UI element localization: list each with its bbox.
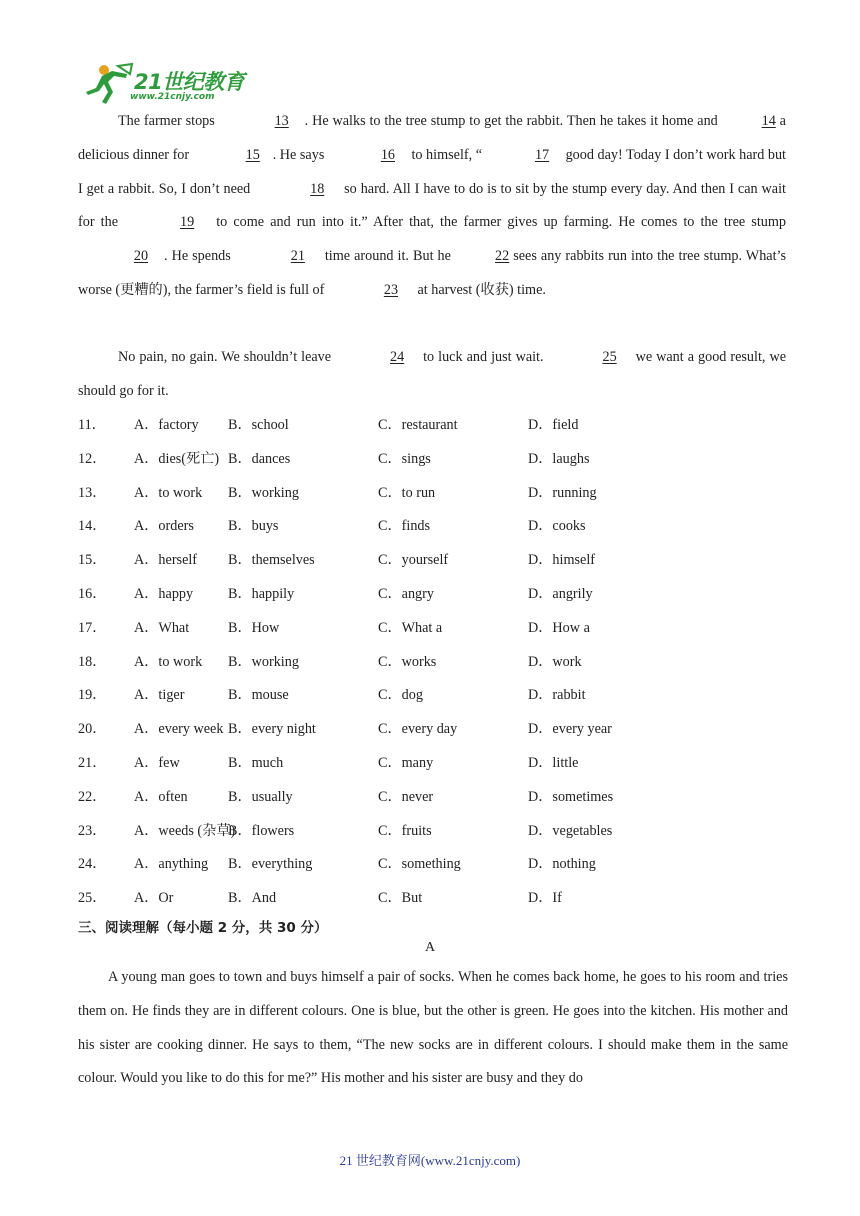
text: The farmer stops [118,113,219,129]
footer-site: 21 世纪教育网(www.21cnjy.com) [339,1153,521,1168]
option-a: A．to work [134,484,203,501]
blank-13: 13 [274,113,289,129]
section-title: 三、阅读理解（每小题 2 分，共 30 分） [78,920,328,936]
option-d: D．How a [528,619,590,636]
question-number: 11． [78,417,106,433]
question-number: 12． [78,450,107,467]
question-number: 13． [78,484,107,501]
option-c: C．yourself [378,552,449,569]
option-b: B．school [228,417,289,433]
option-c: C．never [378,788,434,805]
question-row [78,646,798,680]
blank-14: 14 [761,113,776,129]
cloze-passage-conclusion [78,341,786,409]
blank-17: 17 [534,146,550,163]
option-c: C．sings [378,450,431,467]
text: good day! Today I don’t work hard but I get a rabbit. So, I don’t need [78,146,787,197]
question-row [78,882,798,916]
blank-25: 25 [602,349,617,365]
option-d: D．little [528,754,579,771]
option-c: C．dog [378,687,423,704]
text: we want a good result, we should go for it. [78,349,787,399]
question-number: 18． [78,653,107,670]
option-c: C．What a [378,619,443,636]
option-a: A．few [134,754,180,771]
option-a: A．factory [134,417,199,433]
question-row [78,612,798,646]
option-d: D．If [528,890,562,907]
options-list [78,409,798,916]
option-b: B．happily [228,585,295,602]
option-d: D．cooks [528,518,586,535]
cloze-passage [78,105,786,308]
question-row [78,578,798,612]
option-b: B．much [228,754,284,771]
blank-23: 23 [383,281,399,298]
passage-label: A [424,940,436,955]
option-b: B．every night [228,721,316,738]
question-number: 21． [78,754,107,771]
option-d: D．nothing [528,856,596,873]
text: to himself, “ [407,146,483,163]
question-number: 23． [78,822,107,839]
option-c: C．But [378,890,423,907]
blank-21: 21 [290,248,305,265]
option-b: B．themselves [228,552,315,569]
option-d: D．field [528,417,579,433]
question-row [78,409,798,443]
text: time around it. But he [320,248,455,265]
option-c: C．many [378,754,434,771]
option-c: C．to run [378,484,436,501]
question-row [78,443,798,477]
question-row [78,477,798,511]
blank-20: 20 [133,248,149,265]
text: a delicious dinner for [78,113,786,163]
question-number: 24． [78,856,107,873]
logo-url: www.21cnjy.com [130,92,215,102]
option-b: B．dances [228,450,291,467]
option-c: C．something [378,856,461,873]
blank-24: 24 [390,349,405,365]
question-row [78,747,798,781]
paragraph [78,341,786,409]
text: to come and run into it.” After that, the farmer gives up farming. He comes to the tree stump [210,214,786,231]
option-d: D．sometimes [528,788,614,805]
text: sees any rabbits run into the tree stump. What’s worse (更糟的), the farmer’s field is full of [78,248,786,298]
question-number: 20． [78,721,107,738]
option-d: D．rabbit [528,687,586,704]
site-logo [82,62,252,106]
question-number: 25． [78,890,107,907]
text: . He spends [164,248,235,265]
question-number: 22． [78,788,107,805]
question-number: 17． [78,619,107,636]
text: at harvest (收获) time. [413,281,546,298]
question-number: 16． [78,585,107,602]
option-d: D．running [528,484,597,501]
option-d: D．every year [528,721,612,738]
option-b: B．How [228,619,280,636]
option-a: A．every week [134,721,224,738]
option-a: A．weeds (杂草) [134,822,236,839]
question-number: 15． [78,552,107,569]
running-man-logo-icon [82,62,136,106]
logo-text: 21世纪教育 [134,70,245,94]
question-row [78,679,798,713]
option-a: A．orders [134,518,194,535]
option-d: D．vegetables [528,822,613,839]
option-a: A．anything [134,856,209,873]
option-d: D．angrily [528,585,593,602]
blank-16: 16 [380,146,395,163]
option-c: C．restaurant [378,417,458,433]
option-b: B．usually [228,788,293,805]
reading-passage [78,961,788,1096]
option-a: A．dies(死亡) [134,450,220,467]
text: . He walks to the tree stump to get the rabbit. Then he takes it home and [304,113,722,129]
option-b: B．buys [228,518,279,535]
paragraph: A young man goes to town and buys himself a pair of socks. When he comes back home, he goes to his room and tries them on. He finds they are in different colours. One is blue, but the other is green. He goes into the kitchen. His mother and his sister are cooking dinner. He says to them, “The new socks are in different colours. I should make them in the same colour. Would you like to do this for me?” His mother and his sister are busy and they do [78,969,788,1087]
option-a: A．herself [134,552,198,569]
question-row [78,510,798,544]
question-number: 14． [78,518,107,535]
option-b: B．flowers [228,822,295,839]
option-b: B．mouse [228,687,289,704]
paragraph [78,105,786,308]
option-a: A．to work [134,653,203,670]
text: No pain, no gain. We shouldn’t leave [118,349,336,365]
question-number: 19． [78,687,107,704]
blank-15: 15 [245,146,260,163]
blank-22: 22 [495,248,510,265]
option-b: B．working [228,653,299,670]
question-row [78,781,798,815]
text: so hard. All I have to do is to sit by the stump every day. And then I can wait for the [78,180,786,231]
option-a: A．tiger [134,687,185,704]
option-c: C．every day [378,721,458,738]
question-row [78,713,798,747]
option-c: C．finds [378,518,431,535]
option-b: B．working [228,484,299,501]
option-a: A．What [134,619,190,636]
option-b: B．everything [228,856,313,873]
option-c: C．works [378,653,437,670]
blank-19: 19 [180,214,195,231]
text: . He says [272,146,328,163]
question-row [78,848,798,882]
option-a: A．happy [134,585,194,602]
option-d: D．laughs [528,450,590,467]
option-c: C．fruits [378,822,432,839]
option-b: B．And [228,890,277,907]
option-d: D．work [528,653,582,670]
blank-18: 18 [310,180,325,197]
option-a: A．Or [134,890,174,907]
option-d: D．himself [528,552,595,569]
option-c: C．angry [378,585,434,602]
question-row [78,815,798,849]
option-a: A．often [134,788,188,805]
question-row [78,544,798,578]
text: to luck and just wait. [419,349,548,365]
